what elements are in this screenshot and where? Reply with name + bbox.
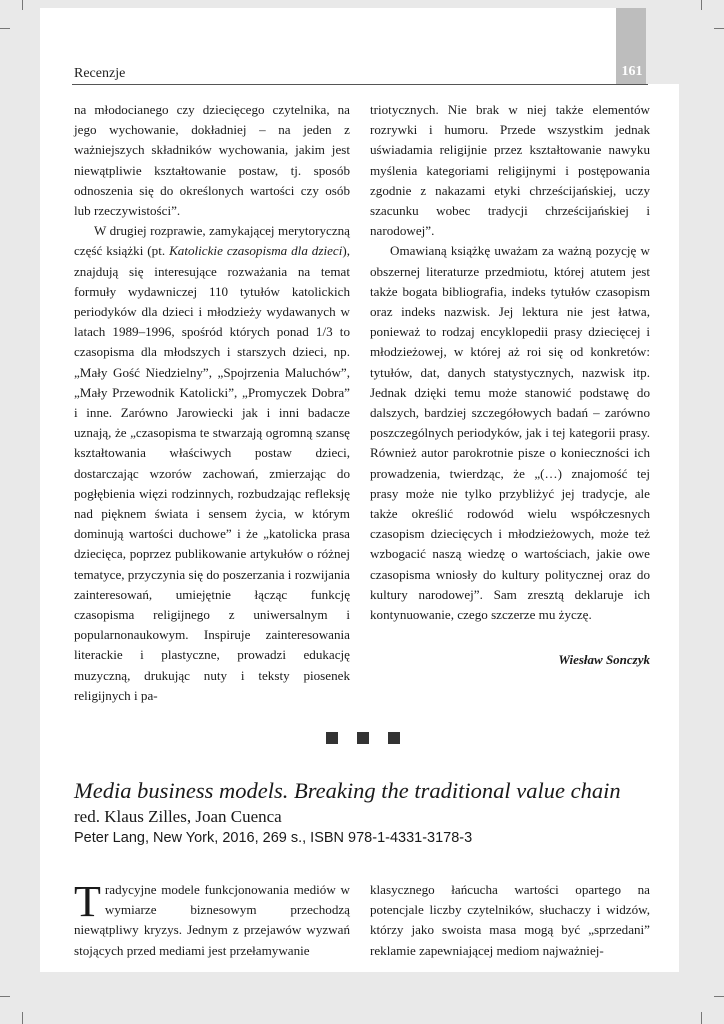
crop-mark	[701, 1012, 702, 1024]
separator-square	[388, 732, 400, 744]
page-paper-top	[40, 8, 616, 84]
page-number: 161	[621, 64, 643, 79]
drop-cap: T	[74, 877, 101, 926]
text-span: radycyjne modele funkcjonowania mediów w wymiarze biznesowym przechodzą niewątpliwy kryzys. Jednym z przejawów wyzwań stojących przed mediami jest przełamywanie	[74, 882, 350, 958]
review1-left-column	[74, 100, 350, 706]
author-signature: Wiesław Sonczyk	[558, 652, 650, 667]
paragraph: klasycznego łańcucha wartości opartego na potencjale liczby czytelników, słuchaczy i widzów, którzy jako swoista masa mogą być „sprzedani” reklamie zapewniającej mediom najważniej-	[370, 882, 650, 958]
review2-left-column	[74, 877, 350, 961]
paragraph: na młodocianego czy dziecięcego czytelnika, na jego wychowanie, dokładniej – na jeden z ważniejszych składników wychowania, jakim jest niewątpliwie kształtowanie postaw, tj. sposób odnoszenia się do określonych wartości czy osób lub rzeczywistości”.	[74, 102, 350, 219]
text-span: W drugiej rozprawie, zamykającej merytoryczną część książki (pt.	[74, 223, 350, 259]
paragraph: Omawianą książkę uważam za ważną pozycję w obszernej literaturze przedmiotu, której atutem jest także bogata bibliografia, indeks tytułów czasopism oraz indeks nazwisk. Jej lektura nie jest łatwa, ponieważ to rodzaj encyklopedii prasy dziecięcej i młodzieżowej, w której aż roi się od konkretów: tytułów, dat, danych statystycznych, nazwisk itp. Jednak dzięki temu może stanowić podstawę do dalszych, bardziej szczegółowych badań – zarówno poszczególnych periodyków, jak i tej kategorii prasy. Również autor parokrotnie pisze o konieczności ich prowadzenia, twierdząc, że „(…) znajomość tej prasy może nie tylko przybliżyć jej tradycje, ale także określić rodowód wielu współczesnych czasopism dziecięcych i młodzieżowych, może też wzbogacić naszą wiedzę o wartościach, jakie owe czasopisma wniosły do kultury politycznej oraz do kultury narodowej”. Sam zresztą deklaruje ich kontynuowanie, czego szczerze mu życzę.	[370, 243, 650, 623]
paragraph	[74, 221, 350, 706]
crop-mark	[0, 28, 10, 29]
review-publication-info: Peter Lang, New York, 2016, 269 s., ISBN 978-1-4331-3178-3	[74, 830, 473, 846]
crop-mark	[714, 28, 724, 29]
crop-mark	[22, 0, 23, 10]
paragraph: triotycznych. Nie brak w niej także elementów rozrywki i humoru. Przede wszystkim jednak uświadamia religijnie przez kształtowanie nawyku myślenia kategoriami religijnymi i postępowania zgodnie z nakazami etyki chrześcijańskiej, uczy szacunku wobec tradycji chrześcijańskiej i narodowej”.	[370, 102, 650, 239]
crop-mark	[714, 996, 724, 997]
review2-right-column	[370, 880, 650, 961]
running-header: Recenzje	[74, 66, 126, 81]
separator-square	[326, 732, 338, 744]
crop-mark	[701, 0, 702, 10]
review-title: Media business models. Breaking the traditional value chain	[74, 778, 621, 803]
review-editors: red. Klaus Zilles, Joan Cuenca	[74, 807, 282, 826]
separator-square	[357, 732, 369, 744]
paragraph	[74, 877, 350, 961]
crop-mark	[22, 1012, 23, 1024]
crop-mark	[0, 996, 10, 997]
text-span: ), znajdują się interesujące rozważania na temat formuły wydawniczej 110 tytułów katolickich periodyków dla dzieci i młodzieży wydawanych w latach 1989–1996, spośród których ponad 1/3 to czasopisma dla młodszych i starszych dzieci, np. „Mały Gość Niedzielny”, „Spojrzenia Maluchów”, „Mały Przewodnik Katolicki”, „Promyczek Dobra” i inne. Zarówno Jarowiecki jak i inni badacze uznają, że „czasopisma te stwarzają ogromną szansę kształtowania właściwych postaw dzieci, dostarczając wzorów zachowań, zmierzając do pogłębienia więzi rodzinnych, rozbudzając refleksję nad pięknem świata i sensem życia, w którym dominują wartości duchowe” i że „katolicka prasa dziecięca, poprzez publikowanie artykułów o różnej tematyce, przyczynia się do poszerzania i rozwijania zainteresowań, umiejętnie łącząc funkcję czasopisma religijnego z uniwersalnym i popularnonaukowym. Inspiruje zainteresowania literackie i plastyczne, prowadzi edukację muzyczną, drukując nuty i teksty piosenek religijnych i pa-	[74, 243, 350, 703]
header-rule	[72, 84, 648, 85]
review1-right-column	[370, 100, 650, 625]
italic-title: Katolickie czasopisma dla dzieci	[169, 243, 343, 259]
